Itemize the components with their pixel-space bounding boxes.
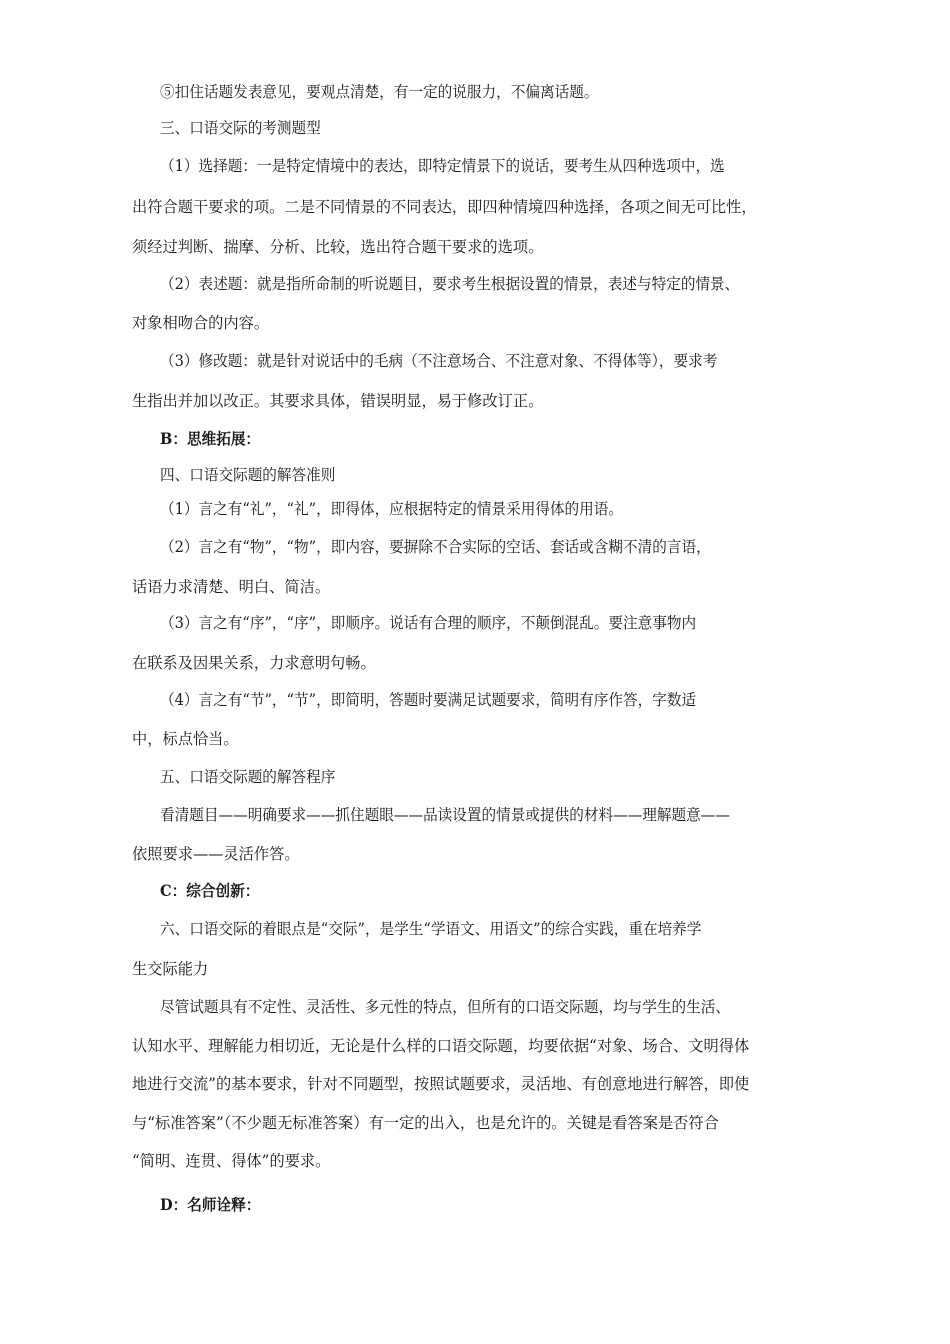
text-line: 地进行交流”的基本要求，针对不同题型，按照试题要求，灵活地、有创意地进行解答，即使 [132,1075,750,1093]
text-line: 须经过判断、揣摩、分析、比较，选出符合题干要求的选项。 [132,238,544,256]
text-line: 与“标准答案”（不少题无标准答案）有一定的出入，也是允许的。关键是看答案是否符合 [132,1114,719,1132]
text-line: 话语力求清楚、明白、简洁。 [132,578,331,596]
section-heading: 六、口语交际的着眼点是“交际”，是学生“学语文、用语文”的综合实践，重在培养学 [160,920,702,938]
text-line: ⑤扣住话题发表意见，要观点清楚，有一定的说服力，不偏离话题。 [160,83,599,101]
text-line: 认知水平、理解能力相切近，无论是什么样的口语交际题，均要依据“对象、场合、文明得体 [132,1037,750,1055]
text-line: 生交际能力 [132,960,209,978]
text-line: 尽管试题具有不定性、灵活性、多元性的特点，但所有的口语交际题，均与学生的生活、 [160,998,730,1016]
text-line: 出符合题干要求的项。二是不同情景的不同表达，即四种情境四种选择，各项之间无可比性， [132,198,757,216]
text-line: 看清题目——明确要求——抓住题眼——品读设置的情景或提供的材料——理解题意—— [160,806,730,824]
text-line: （2）表述题：就是指所命制的听说题目，要求考生根据设置的情景，表述与特定的情景、 [160,275,740,293]
subsection-label: D：名师诠释： [160,1195,261,1214]
text-line: （4）言之有“节”，“节”，即简明，答题时要满足试题要求，简明有序作答，字数适 [160,691,697,709]
text-line: （3）言之有“序”，“序”，即顺序。说话有合理的顺序，不颠倒混乱。要注意事物内 [160,614,697,632]
section-heading: 五、口语交际题的解答程序 [160,768,336,786]
text-line: 在联系及因果关系，力求意明句畅。 [132,654,376,672]
text-line: 对象相吻合的内容。 [132,314,270,332]
text-line: “简明、连贯、得体”的要求。 [132,1152,331,1170]
subsection-label: C：综合创新： [160,881,260,900]
text-line: （1）选择题：一是特定情境中的表达，即特定情景下的说话，要考生从四种选项中，选 [160,157,725,175]
text-line: 生指出并加以改正。其要求具体，错误明显，易于修改订正。 [132,392,544,410]
section-heading: 四、口语交际题的解答准则 [160,466,336,484]
text-line: 依照要求——灵活作答。 [132,845,300,863]
text-line: （2）言之有“物”，“物”，即内容，要摒除不合实际的空话、套话或含糊不清的言语， [160,538,711,556]
text-line: 中，标点恰当。 [132,730,239,748]
text-line: （1）言之有“礼”，“礼”，即得体，应根据特定的情景采用得体的用语。 [160,500,624,518]
section-heading: 三、口语交际的考测题型 [160,119,321,137]
subsection-label: B：思维拓展： [160,429,261,448]
text-line: （3）修改题：就是针对说话中的毛病（不注意场合、不注意对象、不得体等），要求考 [160,352,718,370]
